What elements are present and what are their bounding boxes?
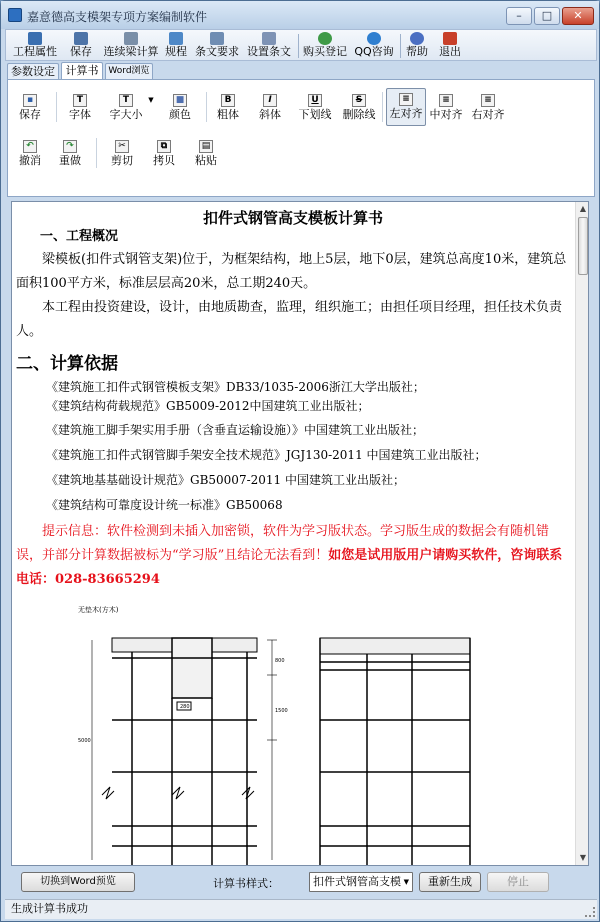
style-select[interactable] (309, 872, 413, 892)
app-icon (8, 8, 22, 22)
close-button[interactable]: ✕ (562, 7, 594, 25)
status-text: 生成计算书成功 (11, 902, 88, 915)
scroll-down-icon[interactable]: ▼ (579, 853, 587, 862)
undo-icon: ↶ (23, 140, 37, 153)
color-icon: ■ (173, 94, 187, 107)
exit-button[interactable]: 退出 (437, 32, 463, 60)
qq-icon (367, 32, 381, 45)
save-icon (74, 32, 88, 45)
formwork-drawing (62, 600, 532, 866)
underline-button[interactable]: U 下划线 (298, 95, 332, 121)
paste-icon: ▤ (199, 140, 213, 153)
drawing-caption: 无垫木(方木) (78, 606, 119, 614)
bold-button[interactable]: B 粗体 (217, 95, 239, 121)
align-right-icon: ≡ (481, 94, 495, 107)
help-icon (410, 32, 424, 45)
paste-button[interactable]: ▤ 粘贴 (195, 141, 217, 167)
reference-item: 《建筑结构荷载规范》GB5009-2012中国建筑工业出版社； (46, 399, 370, 413)
font-size-icon: T (119, 94, 133, 107)
resize-grip-icon[interactable] (585, 907, 595, 917)
ribbon-separator (382, 92, 383, 122)
font-size-button[interactable]: T 字大小 (109, 95, 143, 121)
document-title: 扣件式钢管高支模板计算书 (202, 209, 383, 227)
font-size-dropdown[interactable] (146, 96, 156, 108)
minimize-button[interactable]: – (506, 7, 532, 25)
italic-icon: I (263, 94, 277, 107)
redo-icon: ↷ (63, 140, 77, 153)
doc-save-button[interactable]: ▪ 保存 (19, 95, 41, 121)
strikethrough-button[interactable]: S 删除线 (342, 95, 376, 121)
dimension-label: 800 (275, 658, 285, 664)
toolbar-save-button[interactable]: 保存 (66, 32, 96, 60)
continuous-beam-button[interactable]: 连续梁计算 (100, 32, 162, 60)
underline-icon: U (308, 94, 322, 107)
slab-section-right (320, 638, 470, 654)
qq-consult-button[interactable]: QQ咨询 (351, 32, 397, 60)
document-page (12, 202, 574, 866)
ribbon-separator (96, 138, 97, 168)
beam-calc-icon (124, 32, 138, 45)
italic-button[interactable]: I 斜体 (259, 95, 281, 121)
properties-icon (28, 32, 42, 45)
help-button[interactable]: 帮助 (404, 32, 430, 60)
purchase-icon (318, 32, 332, 45)
maximize-button[interactable]: □ (534, 7, 560, 25)
format-ribbon (7, 79, 595, 197)
section-heading: 一、工程概况 (40, 229, 119, 244)
redo-button[interactable]: ↷ 重做 (59, 141, 81, 167)
scroll-thumb[interactable] (578, 217, 588, 275)
reference-item: 《建筑施工脚手架实用手册（含垂直运输设施）》中国建筑工业出版社； (46, 423, 425, 437)
ribbon-separator (206, 92, 207, 122)
project-properties-button[interactable]: 工程属性 (9, 32, 61, 60)
align-right-button[interactable]: ≡ 右对齐 (471, 95, 505, 121)
regulation-button[interactable]: 规程 (162, 32, 190, 60)
set-clauses-button[interactable]: 设置条文 (244, 32, 294, 60)
chevron-down-icon: ▼ (403, 878, 409, 886)
title-bar (1, 1, 599, 29)
style-select-value: 扣件式钢管高支模 (313, 875, 401, 888)
reference-item: 《建筑施工扣件式钢管脚手架安全技术规范》JGJ130-2011 中国建筑工业出版社； (46, 448, 487, 462)
copy-icon: ⧉ (157, 140, 171, 153)
align-left-icon: ≡ (399, 93, 413, 106)
tab-calculation-book[interactable]: 计算书 (61, 62, 103, 80)
reference-item: 《建筑结构可靠度设计统一标准》GB50068 (46, 498, 283, 512)
style-label: 计算书样式： (213, 877, 279, 890)
break-mark (102, 787, 254, 799)
copy-button[interactable]: ⧉ 拷贝 (153, 141, 175, 167)
clause-requirements-button[interactable]: 条文要求 (192, 32, 242, 60)
warning-contact: 如您是试用版用户请购买软件，咨询联系电话：028-83665294 (16, 548, 563, 587)
bold-icon: B (221, 94, 235, 107)
dimension-label: 5000 (78, 738, 91, 744)
document-scrollbar[interactable] (575, 202, 589, 865)
toolbar-separator (298, 34, 299, 58)
status-bar (5, 899, 597, 919)
toolbar-separator (400, 34, 401, 58)
warning-text: 提示信息：软件检测到未插入加密锁，软件为学习版状态。学习版生成的数据会有随机错误，并部分计算数据被标为“学习版”且结论无法看到！ (16, 524, 550, 563)
chevron-down-icon: ▼ (148, 96, 154, 104)
scaffold-frame-right (320, 638, 470, 866)
purchase-register-button[interactable]: 购买登记 (301, 32, 349, 60)
tab-parameter-settings[interactable]: 参数设定 (7, 63, 59, 80)
font-button[interactable]: T 字体 (69, 95, 91, 121)
main-toolbar (5, 29, 597, 61)
reference-item: 《建筑地基基础设计规范》GB50007-2011 中国建筑工业出版社； (46, 473, 405, 487)
font-icon: T (73, 94, 87, 107)
switch-word-preview-button[interactable]: 切换到Word预览 (21, 872, 135, 892)
align-center-button[interactable]: ≡ 中对齐 (429, 95, 463, 121)
strikethrough-icon: S (352, 94, 366, 107)
document-viewer[interactable] (11, 201, 589, 866)
save-icon: ▪ (23, 94, 37, 107)
set-clause-icon (262, 32, 276, 45)
align-center-icon: ≡ (439, 94, 453, 107)
reference-item: 《建筑施工扣件式钢管模板支架》DB33/1035-2006浙江大学出版社； (46, 380, 425, 394)
paragraph: 梁模板(扣件式钢管支架)位于，为框架结构，地上5层，地下0层，建筑总高度10米，建筑总面积100平方米，标准层层高20米，总工期240天。 (16, 252, 567, 291)
tab-word-preview[interactable]: Word浏览 (105, 63, 153, 80)
align-left-button[interactable]: ≡ 左对齐 (386, 88, 426, 126)
section-heading: 二、计算依据 (16, 354, 118, 374)
undo-button[interactable]: ↶ 撤消 (19, 141, 41, 167)
cut-button[interactable]: ✂ 剪切 (111, 141, 133, 167)
window-title: 嘉意德高支模架专项方案编制软件 (27, 10, 208, 24)
color-button[interactable]: ■ 颜色 (169, 95, 191, 121)
ribbon-separator (56, 92, 57, 122)
regenerate-button[interactable]: 重新生成 (419, 872, 481, 892)
bottom-action-bar (5, 869, 597, 899)
warning-paragraph (16, 520, 568, 592)
dimension-label: 1500 (275, 708, 288, 714)
regulation-icon (169, 32, 183, 45)
exit-icon (443, 32, 457, 45)
beam-section (172, 638, 212, 698)
cut-icon: ✂ (115, 140, 129, 153)
paragraph: 本工程由投资建设，设计，由地质勘查，监理，组织施工；由担任项目经理，担任技术负责人。 (16, 300, 563, 339)
scroll-up-icon[interactable]: ▲ (579, 204, 587, 213)
clause-icon (210, 32, 224, 45)
stop-button[interactable]: 停止 (487, 872, 549, 892)
dimension-label: 280 (180, 704, 190, 710)
